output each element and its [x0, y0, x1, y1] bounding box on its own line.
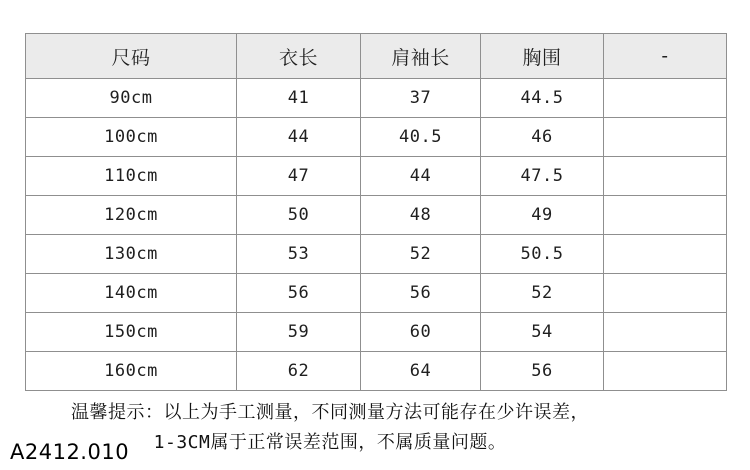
- cell-value: 40.5: [361, 118, 481, 157]
- cell-value: 50: [237, 196, 361, 235]
- cell-value: 48: [361, 196, 481, 235]
- table-row: [26, 79, 727, 118]
- cell-size: 100cm: [26, 118, 237, 157]
- cell-value: 49: [481, 196, 604, 235]
- cell-value: 41: [237, 79, 361, 118]
- cell-value: 50.5: [481, 235, 604, 274]
- cell-empty: [604, 118, 727, 157]
- cell-empty: [604, 274, 727, 313]
- cell-value: 56: [481, 352, 604, 391]
- cell-value: 37: [361, 79, 481, 118]
- cell-value: 59: [237, 313, 361, 352]
- cell-size: 120cm: [26, 196, 237, 235]
- cell-empty: [604, 235, 727, 274]
- cell-size: 90cm: [26, 79, 237, 118]
- header-size: 尺码: [26, 34, 237, 79]
- header-chest: 胸围: [481, 34, 604, 79]
- size-chart-table: [25, 33, 727, 391]
- header-shoulder-sleeve: 肩袖长: [361, 34, 481, 79]
- cell-value: 47: [237, 157, 361, 196]
- cell-value: 54: [481, 313, 604, 352]
- cell-value: 64: [361, 352, 481, 391]
- table-row: [26, 352, 727, 391]
- cell-size: 130cm: [26, 235, 237, 274]
- header-dash: -: [604, 34, 727, 79]
- cell-size: 110cm: [26, 157, 237, 196]
- cell-value: 56: [361, 274, 481, 313]
- table-row: [26, 118, 727, 157]
- table-row: [26, 157, 727, 196]
- notice-line-1: 温馨提示：以上为手工测量，不同测量方法可能存在少许误差，: [71, 402, 589, 423]
- cell-empty: [604, 196, 727, 235]
- table-row: [26, 196, 727, 235]
- cell-empty: [604, 352, 727, 391]
- table-row: [26, 235, 727, 274]
- cell-value: 44: [237, 118, 361, 157]
- cell-value: 62: [237, 352, 361, 391]
- cell-size: 140cm: [26, 274, 237, 313]
- table-body: [26, 79, 727, 391]
- cell-value: 52: [481, 274, 604, 313]
- cell-value: 44.5: [481, 79, 604, 118]
- product-code: A2412.010: [10, 440, 130, 464]
- cell-value: 52: [361, 235, 481, 274]
- cell-empty: [604, 79, 727, 118]
- table-row: [26, 274, 727, 313]
- header-garment-length: 衣长: [237, 34, 361, 79]
- cell-empty: [604, 157, 727, 196]
- cell-size: 150cm: [26, 313, 237, 352]
- table-header: [26, 34, 727, 79]
- cell-empty: [604, 313, 727, 352]
- cell-value: 53: [237, 235, 361, 274]
- cell-value: 46: [481, 118, 604, 157]
- table-row: [26, 313, 727, 352]
- header-row: [26, 34, 727, 79]
- cell-value: 44: [361, 157, 481, 196]
- cell-value: 60: [361, 313, 481, 352]
- cell-value: 47.5: [481, 157, 604, 196]
- notice-line-2: 1-3CM属于正常误差范围，不属质量问题。: [153, 432, 507, 453]
- cell-value: 56: [237, 274, 361, 313]
- cell-size: 160cm: [26, 352, 237, 391]
